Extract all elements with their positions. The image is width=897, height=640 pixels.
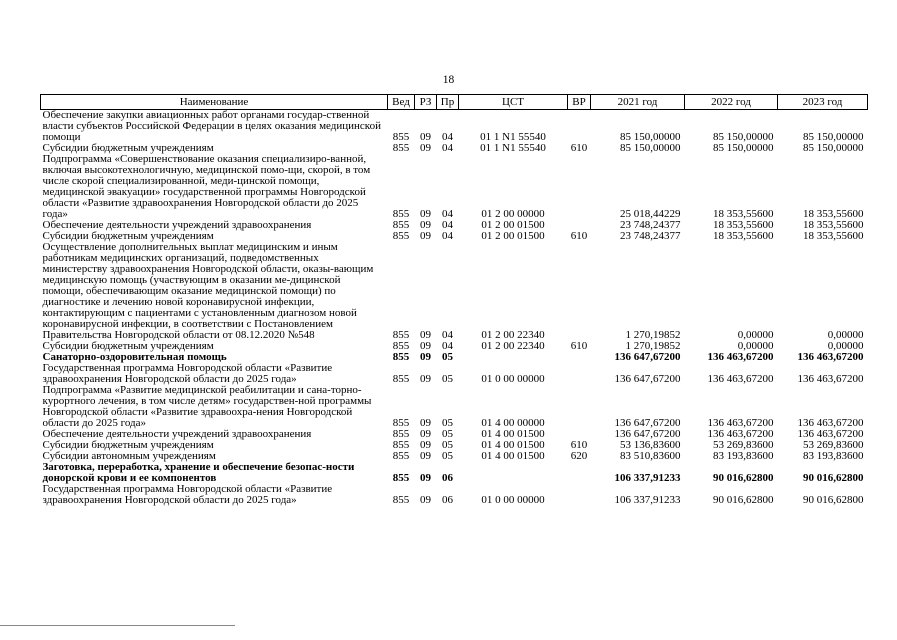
cell-pr: 04: [442, 340, 453, 352]
cell-ved: 855: [392, 340, 410, 352]
cell-rz: 09: [420, 351, 431, 363]
cell-rz: 09: [420, 340, 431, 352]
budget-table: [40, 94, 868, 506]
cell-2023: 85 150,00000: [803, 131, 864, 143]
cell-name: Заготовка, переработка, хранение и обеспечение безопас-ности донорской крови и ее компонентов: [42, 461, 355, 484]
cell-cst: [459, 352, 568, 363]
header-2022: 2022 год: [685, 95, 778, 110]
cell-2022: 136 463,67200: [707, 428, 774, 440]
header-2023: 2023 год: [778, 95, 868, 110]
cell-2022: 136 463,67200: [707, 373, 774, 385]
cell-cst: 01 1 N1 55540: [480, 131, 546, 143]
cell-vr: 610: [570, 340, 588, 352]
cell-ved: 855: [392, 439, 410, 451]
cell-ved: 855: [392, 351, 410, 363]
cell-2022: 0,00000: [737, 329, 774, 341]
header-cst: ЦСТ: [459, 95, 568, 110]
header-pr: Пр: [437, 95, 459, 110]
cell-ved: 855: [392, 373, 410, 385]
cell-vr: [568, 484, 591, 506]
cell-pr: 04: [442, 230, 453, 242]
cell-2021: 136 647,67200: [614, 351, 681, 363]
cell-2021: 106 337,91233: [614, 472, 681, 484]
cell-cst: 01 4 00 01500: [481, 450, 545, 462]
cell-name: Субсидии бюджетным учреждениям: [42, 142, 214, 154]
cell-vr: [568, 154, 591, 220]
cell-vr: 610: [570, 142, 588, 154]
cell-pr: 05: [442, 417, 453, 429]
cell-rz: 09: [420, 329, 431, 341]
cell-rz: 09: [420, 208, 431, 220]
cell-pr: 04: [442, 219, 453, 231]
cell-cst: 01 2 00 00000: [481, 208, 545, 220]
cell-2021: 136 647,67200: [614, 373, 681, 385]
cell-2023: 18 353,55600: [803, 208, 864, 220]
cell-pr: 05: [442, 373, 453, 385]
cell-pr: 04: [442, 131, 453, 143]
cell-rz: 09: [420, 428, 431, 440]
cell-2023: 18 353,55600: [803, 219, 864, 231]
table-row: [41, 484, 868, 506]
table-header-row: [41, 95, 868, 110]
cell-ved: 855: [392, 208, 410, 220]
cell-2022: 90 016,62800: [713, 494, 774, 506]
cell-2023: 0,00000: [827, 329, 864, 341]
cell-cst: [459, 462, 568, 484]
cell-name: Обеспечение деятельности учреждений здравоохранения: [42, 428, 312, 440]
cell-2022: 53 269,83600: [713, 439, 774, 451]
cell-name: Подпрограмма «Совершенствование оказания специализиро-ванной, включая высокотехнологичную, медицинской помо-щи, скорой, в том числе скорой специализированной, меди-цинской помощи, медицинской эвакуации» государственной программы Новгородской области «Развитие здравоохранения Новгородской области до 2025 года»: [42, 153, 371, 220]
cell-2021: 106 337,91233: [614, 494, 681, 506]
cell-2021: 85 150,00000: [620, 142, 681, 154]
footer-divider: [0, 625, 235, 626]
cell-vr: [568, 352, 591, 363]
table-row: [41, 385, 868, 429]
cell-cst: 01 0 00 00000: [481, 494, 545, 506]
cell-vr: 610: [570, 230, 588, 242]
cell-2021: 23 748,24377: [620, 230, 681, 242]
header-rz: РЗ: [415, 95, 437, 110]
cell-2021: 53 136,83600: [620, 439, 681, 451]
cell-2021: 1 270,19852: [625, 340, 681, 352]
cell-cst: 01 4 00 01500: [481, 428, 545, 440]
cell-cst: 01 2 00 01500: [481, 219, 545, 231]
cell-rz: 09: [420, 439, 431, 451]
cell-ved: 855: [392, 219, 410, 231]
cell-2022: 136 463,67200: [707, 417, 774, 429]
cell-2023: 136 463,67200: [797, 373, 864, 385]
cell-2023: 53 269,83600: [803, 439, 864, 451]
cell-pr: 04: [442, 142, 453, 154]
table-body: [41, 110, 868, 507]
cell-2022: 85 150,00000: [713, 142, 774, 154]
cell-2023: 136 463,67200: [797, 417, 864, 429]
table-row: [41, 154, 868, 220]
cell-2022: 90 016,62800: [713, 472, 774, 484]
header-2021: 2021 год: [591, 95, 685, 110]
cell-name: Осуществление дополнительных выплат медицинским и иным работникам медицинских организаций, подведомственных министерству здравоохранения Новгородской области, оказы-вающим медицинскую помощь (участвующим в оказании ме-дицинской помощи, обеспечивающим оказание медицинской помощи) по диагностике и лечению новой коронавирусной инфекции, контактирующим с пациентами с установленным диагнозом новой коронавирусной инфекции, в соответствии с Постановлением Правительства Новгородской области от 08.12.2020 №548: [42, 241, 374, 341]
cell-2022: 136 463,67200: [707, 351, 774, 363]
cell-2021: 23 748,24377: [620, 219, 681, 231]
cell-2021: 83 510,83600: [620, 450, 681, 462]
cell-2023: 85 150,00000: [803, 142, 864, 154]
cell-ved: 855: [392, 131, 410, 143]
cell-pr: 04: [442, 208, 453, 220]
cell-rz: 09: [420, 472, 431, 484]
cell-rz: 09: [420, 219, 431, 231]
cell-vr: [568, 462, 591, 484]
cell-2023: 18 353,55600: [803, 230, 864, 242]
cell-2022: 18 353,55600: [713, 230, 774, 242]
cell-cst: 01 4 00 01500: [481, 439, 545, 451]
cell-name: Субсидии бюджетным учреждениям: [42, 230, 214, 242]
cell-pr: 05: [442, 450, 453, 462]
cell-2023: 136 463,67200: [797, 351, 864, 363]
cell-pr: 05: [442, 439, 453, 451]
cell-name: Санаторно-оздоровительная помощь: [42, 351, 227, 363]
cell-ved: 855: [392, 472, 410, 484]
table-row: [41, 110, 868, 144]
cell-cst: 01 1 N1 55540: [480, 142, 546, 154]
cell-ved: 855: [392, 142, 410, 154]
cell-ved: 855: [392, 428, 410, 440]
cell-ved: 855: [392, 329, 410, 341]
cell-rz: 09: [420, 142, 431, 154]
cell-cst: 01 2 00 22340: [481, 340, 545, 352]
cell-name: Обеспечение деятельности учреждений здравоохранения: [42, 219, 312, 231]
cell-rz: 09: [420, 494, 431, 506]
cell-2023: 90 016,62800: [803, 472, 864, 484]
cell-name: Субсидии бюджетным учреждениям: [42, 340, 214, 352]
cell-vr: [568, 242, 591, 341]
cell-name: Обеспечение закупки авиационных работ органами государ-ственной власти субъектов Российской Федерации в целях оказания медицинской помощи: [42, 109, 381, 143]
cell-2022: 83 193,83600: [713, 450, 774, 462]
header-vr: ВР: [568, 95, 591, 110]
cell-ved: 855: [392, 494, 410, 506]
cell-vr: [568, 110, 591, 144]
cell-2021: 136 647,67200: [614, 417, 681, 429]
cell-pr: 06: [442, 494, 453, 506]
cell-2023: 90 016,62800: [803, 494, 864, 506]
cell-2022: 85 150,00000: [713, 131, 774, 143]
cell-cst: 01 0 00 00000: [481, 373, 545, 385]
cell-rz: 09: [420, 417, 431, 429]
cell-cst: 01 4 00 00000: [481, 417, 545, 429]
cell-2022: 0,00000: [737, 340, 774, 352]
cell-pr: 04: [442, 329, 453, 341]
cell-2022: 18 353,55600: [713, 219, 774, 231]
cell-pr: 05: [442, 428, 453, 440]
cell-name: Подпрограмма «Развитие медицинской реабилитации и сана-торно-курортного лечения, в том числе детям» государствен-ной программы Новгородской области «Развитие здравоохра-нения Новгородской области до 2025 года»: [42, 384, 372, 429]
cell-rz: 09: [420, 450, 431, 462]
cell-2021: 85 150,00000: [620, 131, 681, 143]
cell-2021: 1 270,19852: [625, 329, 681, 341]
cell-cst: 01 2 00 01500: [481, 230, 545, 242]
cell-rz: 09: [420, 373, 431, 385]
cell-ved: 855: [392, 417, 410, 429]
cell-pr: 05: [442, 351, 453, 363]
header-name: Наименование: [41, 95, 388, 110]
cell-2021: 136 647,67200: [614, 428, 681, 440]
cell-2023: 136 463,67200: [797, 428, 864, 440]
cell-ved: 855: [392, 450, 410, 462]
cell-2021: 25 018,44229: [620, 208, 681, 220]
cell-vr: [568, 385, 591, 429]
cell-name: Государственная программа Новгородской области «Развитие здравоохранения Новгородской области до 2025 года»: [42, 362, 333, 385]
cell-name: Государственная программа Новгородской области «Развитие здравоохранения Новгородской области до 2025 года»: [42, 483, 333, 506]
cell-vr: 610: [570, 439, 588, 451]
cell-pr: 06: [442, 472, 453, 484]
cell-name: Субсидии автономным учреждениям: [42, 450, 216, 462]
page-number: 18: [442, 74, 455, 86]
table-row: [41, 462, 868, 484]
table-row: [41, 363, 868, 385]
cell-vr: 620: [570, 450, 588, 462]
cell-2022: 18 353,55600: [713, 208, 774, 220]
cell-vr: [568, 363, 591, 385]
cell-rz: 09: [420, 131, 431, 143]
header-ved: Вед: [388, 95, 415, 110]
cell-2023: 0,00000: [827, 340, 864, 352]
cell-ved: 855: [392, 230, 410, 242]
cell-rz: 09: [420, 230, 431, 242]
cell-2023: 83 193,83600: [803, 450, 864, 462]
table-row: [41, 242, 868, 341]
cell-name: Субсидии бюджетным учреждениям: [42, 439, 214, 451]
cell-cst: 01 2 00 22340: [481, 329, 545, 341]
